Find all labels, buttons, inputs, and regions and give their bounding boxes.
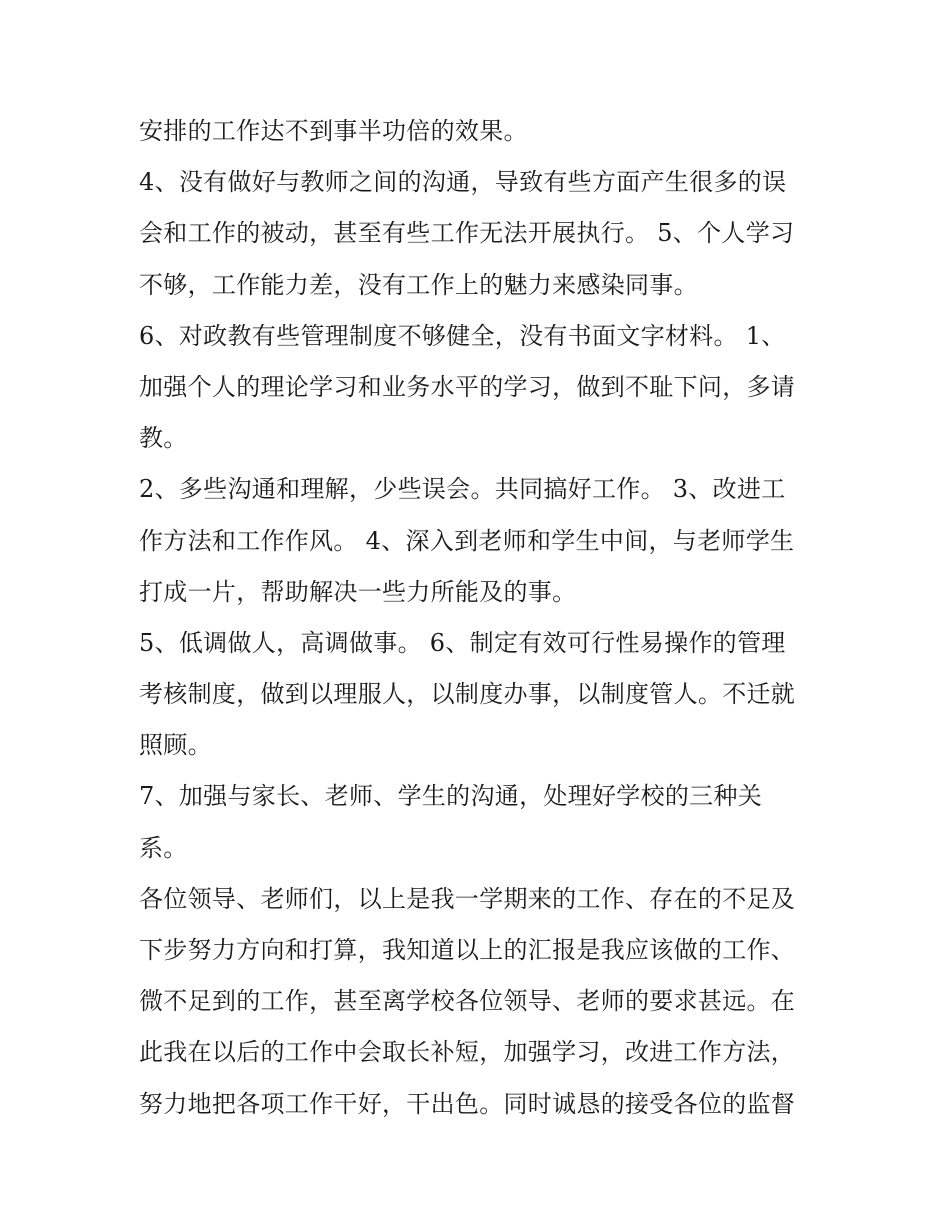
text-line: 作方法和工作作风。 4、深入到老师和学生中间，与老师学生 <box>139 526 795 555</box>
text-line: 2、多些沟通和理解，少些误会。共同搞好工作。 3、改进工 <box>139 475 786 504</box>
text-line: 照顾。 <box>139 731 212 760</box>
text-line: 系。 <box>139 833 188 862</box>
text-line: 会和工作的被动，甚至有些工作无法开展执行。 5、个人学习 <box>139 219 795 248</box>
text-line: 4、没有做好与教师之间的沟通，导致有些方面产生很多的误 <box>139 168 787 197</box>
text-line: 微不足到的工作，甚至离学校各位领导、老师的要求甚远。在 <box>139 987 796 1016</box>
text-line: 教。 <box>139 424 188 453</box>
text-line: 加强个人的理论学习和业务水平的学习，做到不耻下问，多请 <box>139 372 796 401</box>
document-body <box>139 106 829 1130</box>
text-line: 考核制度，做到以理服人，以制度办事，以制度管人。不迁就 <box>139 680 796 709</box>
text-line: 6、对政教有些管理制度不够健全，没有书面文字材料。 1、 <box>139 321 786 350</box>
text-line: 打成一片，帮助解决一些力所能及的事。 <box>139 577 577 606</box>
text-line: 努力地把各项工作干好，干出色。同时诚恳的接受各位的监督 <box>139 1089 796 1118</box>
text-line: 各位领导、老师们，以上是我一学期来的工作、存在的不足及 <box>139 884 796 913</box>
text-line: 此我在以后的工作中会取长补短，加强学习，改进工作方法， <box>139 1038 796 1067</box>
text-line: 安排的工作达不到事半功倍的效果。 <box>139 117 528 145</box>
text-line: 不够，工作能力差，没有工作上的魅力来感染同事。 <box>139 270 698 299</box>
text-line: 5、低调做人，高调做事。 6、制定有效可行性易操作的管理 <box>139 628 786 657</box>
text-line: 下步努力方向和打算，我知道以上的汇报是我应该做的工作、 <box>139 936 796 964</box>
text-line: 7、加强与家长、老师、学生的沟通，处理好学校的三种关 <box>139 782 763 811</box>
